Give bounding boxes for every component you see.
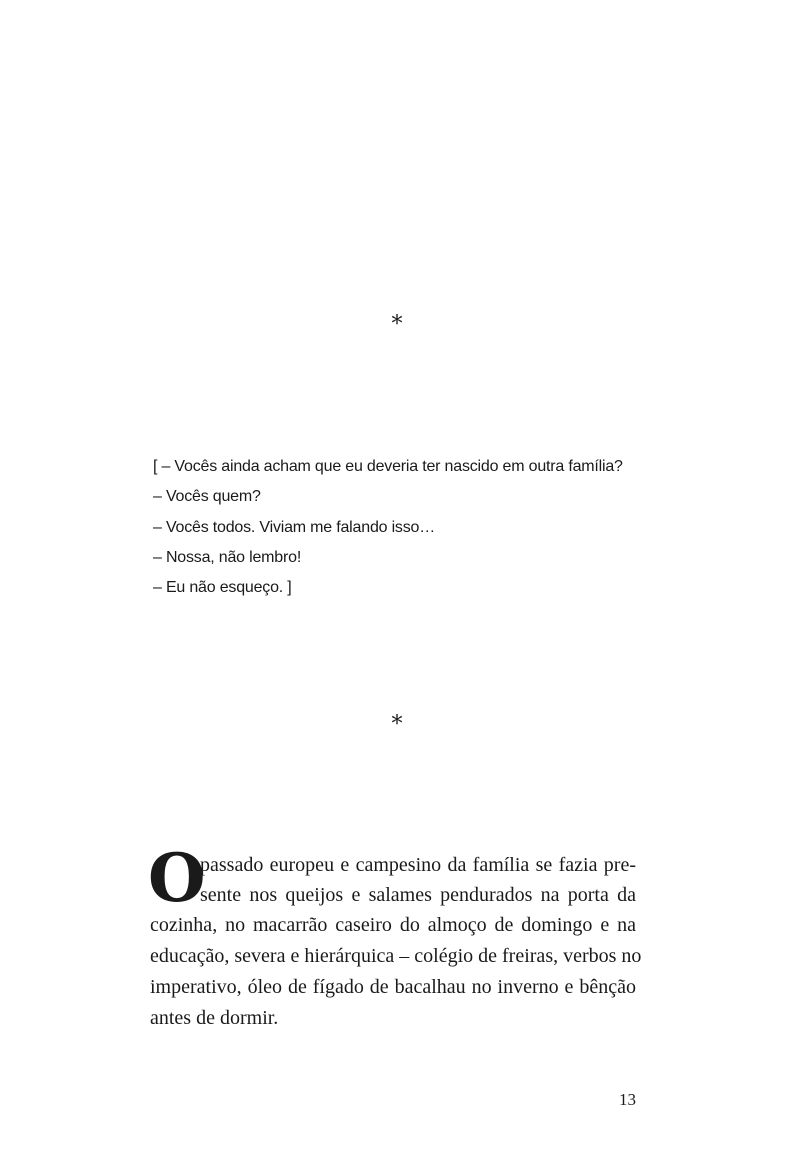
dialogue-line: – Eu não esqueço. ]: [153, 579, 292, 596]
drop-cap: O: [148, 839, 206, 917]
section-separator: *: [391, 712, 403, 737]
paragraph-line: antes de dormir.: [150, 1007, 279, 1029]
dialogue-line: – Vocês quem?: [153, 488, 261, 505]
dialogue-line: – Vocês todos. Viviam me falando isso…: [153, 519, 436, 536]
dialogue-line: [ – Vocês ainda acham que eu deveria ter nascido em outra família?: [153, 458, 623, 475]
page-number: 13: [619, 1090, 636, 1109]
section-separator: *: [391, 312, 403, 337]
paragraph-line: passado europeu e campesino da família se fazia pre-: [200, 854, 636, 876]
paragraph-line: educação, severa e hierárquica – colégio de freiras, verbos no: [150, 945, 642, 967]
paragraph-line: imperativo, óleo de fígado de bacalhau no inverno e bênção: [150, 976, 636, 998]
paragraph-line: cozinha, no macarrão caseiro do almoço de domingo e na: [150, 914, 636, 936]
paragraph-line: sente nos queijos e salames pendurados na porta da: [200, 884, 636, 906]
dialogue-line: – Nossa, não lembro!: [153, 549, 302, 566]
